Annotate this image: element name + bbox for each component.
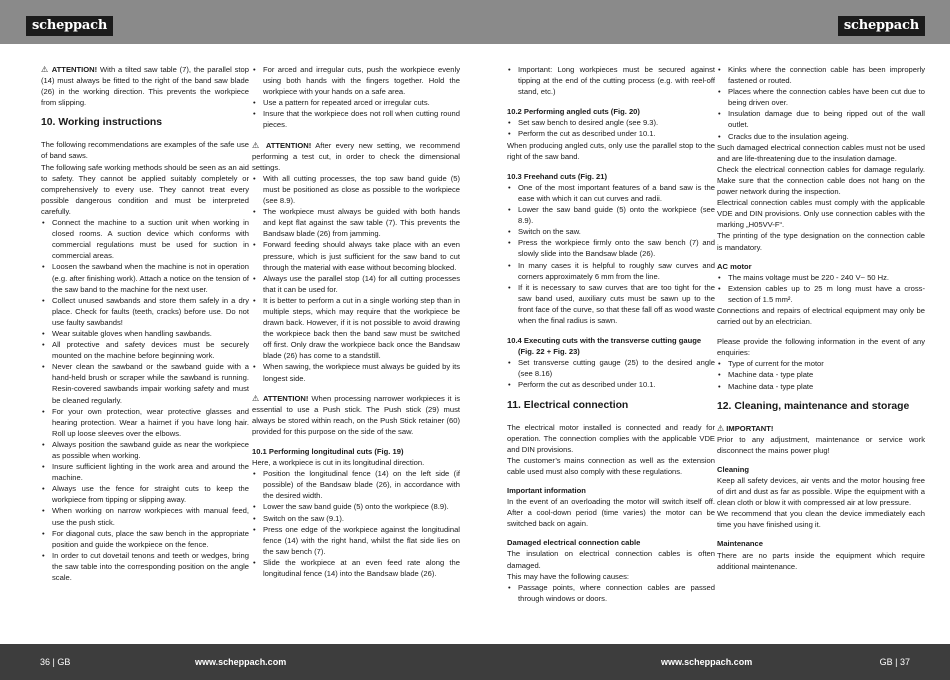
bullet-list <box>252 64 460 131</box>
section-heading-11: 11. Electrical connection <box>507 399 629 411</box>
paragraph: Electrical connection cables must comply with the applicable VDE and DIN provisions. Only use connection cables with the marking „H05VV-F“. <box>717 198 925 230</box>
list-item: • Always position the sawband guide as near the workpiece as possible when working. <box>41 439 249 461</box>
list-item: • Set saw bench to desired angle (see 9.3). <box>507 117 715 128</box>
attention-text: When processing narrower workpieces it is essential to use a Push stick. The Push stick (29) must always be stored within reach, on the Push Stick retainer (60) provided for this purpose on the side of the saw. <box>252 393 460 436</box>
bullet-list <box>507 582 715 604</box>
column-2 <box>252 64 460 579</box>
bullet-list <box>507 357 715 390</box>
list-item: • Kinks where the connection cable has been improperly fastened or routed. <box>717 64 925 86</box>
list-item: • Insure sufficient lighting in the work area and around the machine. <box>41 461 249 483</box>
list-item: • Use a pattern for repeated arced or irregular cuts. <box>252 97 460 108</box>
list-item: • Wear suitable gloves when handling sawbands. <box>41 328 249 339</box>
list-item: • Never clean the sawband or the sawband guide with a hand-held brush or scraper while the sawband is running. Resin-covered sawbands impair working safety and must be cleaned regularly. <box>41 361 249 405</box>
list-item: • When working on narrow workpieces with manual feed, use the push stick. <box>41 505 249 527</box>
section-heading-12: 12. Cleaning, maintenance and storage <box>717 400 910 412</box>
heading-maintenance: Maintenance <box>717 539 763 549</box>
heading-ac-motor: AC motor <box>717 261 752 271</box>
bullet-list <box>252 173 460 384</box>
attention-label: IMPORTANT! <box>726 423 774 433</box>
section-heading-10: 10. Working instructions <box>41 117 163 129</box>
paragraph: The customer’s mains connection as well as the extension cable used must also comply with these regulations. <box>507 455 715 476</box>
subsection-heading-10-3: 10.3 Freehand cuts (Fig. 21) <box>507 171 608 181</box>
paragraph: The following safe working methods should be seen as an aid to safety. They cannot be applied suitably completely or comprehensively to every use. They cannot treat every possible dangerous condition and must be interpreted carefully. <box>41 162 249 216</box>
warning-triangle-icon: ⚠ <box>717 423 725 433</box>
column-3 <box>507 64 715 604</box>
paragraph: The following recommendations are examples of the safe use of band saws. <box>41 140 249 161</box>
paragraph: The electrical motor installed is connected and ready for operation. The connection complies with the applicable VDE and DIN provisions. <box>507 422 715 454</box>
column-1 <box>41 64 249 583</box>
paragraph: This may have the following causes: <box>507 571 629 581</box>
bullet-list <box>507 64 715 97</box>
list-item: • Machine data - type plate <box>717 369 925 380</box>
list-item: • Important: Long workpieces must be secured against tipping at the end of the cutting process (e.g. with reel-off stand, etc.) <box>507 64 715 97</box>
paragraph: Keep all safety devices, air vents and the motor housing free of dirt and dust as far as possible. Wipe the equipment with a clean cloth or blow it with compressed air at low pressure. <box>717 476 925 508</box>
subsection-heading-10-2: 10.2 Performing angled cuts (Fig. 20) <box>507 107 640 117</box>
list-item: • Loosen the sawband when the machine is not in operation (e.g. after finishing work). Attach a notice on the tension of the saw band to the machine for the next user. <box>41 261 249 294</box>
list-item: • Switch on the saw. <box>507 226 715 237</box>
paragraph: Here, a workpiece is cut in its longitudinal direction. <box>252 458 425 468</box>
attention-notice <box>41 64 249 108</box>
paragraph: Check the electrical connection cables for damage regularly. Make sure that the connection cable does not hang on the power network during the inspection. <box>717 164 925 197</box>
page-number-right: GB | 37 <box>879 657 910 667</box>
attention-text: After every new setting, we recommend performing a test cut, in order to check the dimensional settings. <box>252 140 460 172</box>
list-item: • Insulation damage due to being ripped out of the wall outlet. <box>717 108 925 130</box>
list-item: • One of the most important features of a band saw is the ease with which it can cut curves and radii. <box>507 182 715 204</box>
brand-logo-left: scheppach <box>26 16 113 36</box>
attention-notice <box>252 393 460 437</box>
paragraph: There are no parts inside the equipment which require additional maintenance. <box>717 550 925 571</box>
list-item: • Set transverse cutting gauge (25) to the desired angle (see 8.16) <box>507 357 715 379</box>
website-link-right[interactable]: www.scheppach.com <box>661 657 753 667</box>
list-item: • If it is necessary to saw curves that are too tight for the saw band used, auxiliary cuts must be sawn up to the front face of the curve, so that these fall off as wood waste when the final radius is sawn. <box>507 282 715 326</box>
brand-logo-right: scheppach <box>838 16 925 36</box>
list-item: • Lower the saw band guide (5) onto the workpiece (8.9). <box>252 501 460 512</box>
list-item: • Slide the workpiece at an even feed rate along the longitudinal fence (14) into the Bandsaw blade (26). <box>252 557 460 579</box>
bullet-list <box>41 217 249 583</box>
paragraph: Connections and repairs of electrical equipment may only be carried out by an electrician. <box>717 305 925 327</box>
bullet-list <box>252 468 460 579</box>
page-footer <box>0 644 950 680</box>
list-item: • When sawing, the workpiece must always be guided by its longest side. <box>252 361 460 383</box>
paragraph: Such damaged electrical connection cables must not be used and are life-threatening due to the insulation damage. <box>717 142 925 163</box>
warning-triangle-icon: ⚠ <box>252 140 262 150</box>
attention-notice <box>252 140 460 173</box>
attention-text: With a tilted saw table (7), the parallel stop (14) must always be fitted to the right of the band saw blade (26) in the working direction. This prevents the workpiece from slipping. <box>41 65 249 108</box>
attention-label: ATTENTION! <box>263 393 309 403</box>
page-number-left: 36 | GB <box>40 657 71 667</box>
heading-cleaning: Cleaning <box>717 464 750 474</box>
warning-triangle-icon: ⚠ <box>252 393 261 403</box>
subsection-heading-10-1: 10.1 Performing longitudinal cuts (Fig. 19) <box>252 447 404 456</box>
bullet-list <box>717 64 925 142</box>
list-item: • Position the longitudinal fence (14) on the left side (if possible) of the Bandsaw blade (26), in accordance with the desired width. <box>252 468 460 501</box>
list-item: • Collect unused sawbands and store them safely in a dry place. Check for faults (teeth, cracks) before use. Do not use faulty sawbands! <box>41 295 249 328</box>
list-item: • Switch on the saw (9.1). <box>252 513 460 524</box>
paragraph: Please provide the following information in the event of any enquiries: <box>717 337 925 358</box>
list-item: • For diagonal cuts, place the saw bench in the appropriate position and guide the workpiece on the fence. <box>41 528 249 550</box>
column-4 <box>717 64 925 572</box>
warning-triangle-icon: ⚠ <box>41 65 49 74</box>
website-link-left[interactable]: www.scheppach.com <box>195 657 287 667</box>
page-header <box>0 0 950 44</box>
paragraph: In the event of an overloading the motor will switch itself off. After a cool-down period (time varies) the motor can be switched back on again. <box>507 497 715 529</box>
list-item: • The mains voltage must be 220 - 240 V~ 50 Hz. <box>717 272 925 283</box>
list-item: • The workpiece must always be guided with both hands and kept flat against the saw table (7). This prevents the Bandsaw blade (26) from jamming. <box>252 206 460 239</box>
bullet-list <box>717 358 925 391</box>
list-item: • Extension cables up to 25 m long must have a cross-section of 1.5 mm². <box>717 283 925 305</box>
list-item: • Perform the cut as described under 10.1. <box>507 128 715 139</box>
list-item: • All protective and safety devices must be securely mounted on the machine before beginning work. <box>41 339 249 361</box>
list-item: • Insure that the workpiece does not roll when cutting round pieces. <box>252 108 460 130</box>
list-item: • Places where the connection cables have been cut due to being driven over. <box>717 86 925 108</box>
attention-label: ATTENTION! <box>51 65 98 74</box>
list-item: • Press the workpiece firmly onto the saw bench (7) and slowly slide into the Bandsaw blade (26). <box>507 237 715 259</box>
list-item: • Connect the machine to a suction unit when working in closed rooms. A suction device which conforms with commercial regulations must be used for suction in commercial areas. <box>41 217 249 261</box>
subsection-heading-10-4: 10.4 Executing cuts with the transverse cutting gauge (Fig. 22 + Fig. 23) <box>507 336 702 357</box>
list-item: • Perform the cut as described under 10.1. <box>507 379 715 390</box>
list-item: • In order to cut dovetail tenons and teeth or wedges, bring the saw table into the corresponding position on the angle scale. <box>41 550 249 583</box>
paragraph: The insulation on electrical connection cables is often damaged. <box>507 549 715 570</box>
list-item: • Forward feeding should always take place with an even pressure, which is just sufficient for the saw band to cut through the material with ease without becoming blocked. <box>252 239 460 272</box>
list-item: • In many cases it is helpful to roughly saw curves and corners approximately 6 mm from the line. <box>507 260 715 282</box>
bullet-list <box>717 272 925 305</box>
list-item: • Always use the parallel stop (14) for all cutting processes that it can be used for. <box>252 273 460 295</box>
heading-important-information: Important information <box>507 486 586 495</box>
list-item: • For your own protection, wear protective glasses and hearing protection. Wear a hairnet if you have long hair. Roll up loose sleeves over the elbows. <box>41 406 249 439</box>
heading-damaged-cable: Damaged electrical connection cable <box>507 538 641 548</box>
paragraph: Prior to any adjustment, maintenance or service work disconnect the mains power plug! <box>717 434 925 455</box>
list-item: • Always use the fence for straight cuts to keep the workpiece from tipping or slipping away. <box>41 483 249 505</box>
list-item: • Type of current for the motor <box>717 358 925 369</box>
list-item: • Lower the saw band guide (5) onto the workpiece (see 8.9). <box>507 204 715 226</box>
bullet-list <box>507 182 715 326</box>
bullet-list <box>507 117 715 139</box>
list-item: • Cracks due to the insulation ageing. <box>717 131 925 142</box>
attention-notice <box>717 423 925 434</box>
list-item: • For arced and irregular cuts, push the workpiece evenly using both hands with the fingers together. Hold the workpiece with your hands on a safe area. <box>252 64 460 97</box>
list-item: • Passage points, where connection cables are passed through windows or doors. <box>507 582 715 604</box>
list-item: • Press one edge of the workpiece against the longitudinal fence (14) with the right hand, whilst the flat side lies on the saw bench (7). <box>252 524 460 557</box>
attention-label: ATTENTION! <box>265 140 312 150</box>
list-item: • Machine data - type plate <box>717 381 925 392</box>
paragraph: The printing of the type designation on the connection cable is mandatory. <box>717 231 925 252</box>
list-item: • It is better to perform a cut in a single working step than in multiple steps, which may require that the workpiece be drawn back. However, if it is not possible to avoid drawing the workpiece back then the band saw must be switched off first. Only draw the workpiece back once the Bandsaw blade (26) has come to a standstill. <box>252 295 460 362</box>
paragraph: We recommend that you clean the device immediately each time you have finished using it. <box>717 509 925 530</box>
list-item: • With all cutting processes, the top saw band guide (5) must be positioned as close as possible to the workpiece (see 8.9). <box>252 173 460 206</box>
paragraph: When producing angled cuts, only use the parallel stop to the right of the saw band. <box>507 140 715 161</box>
